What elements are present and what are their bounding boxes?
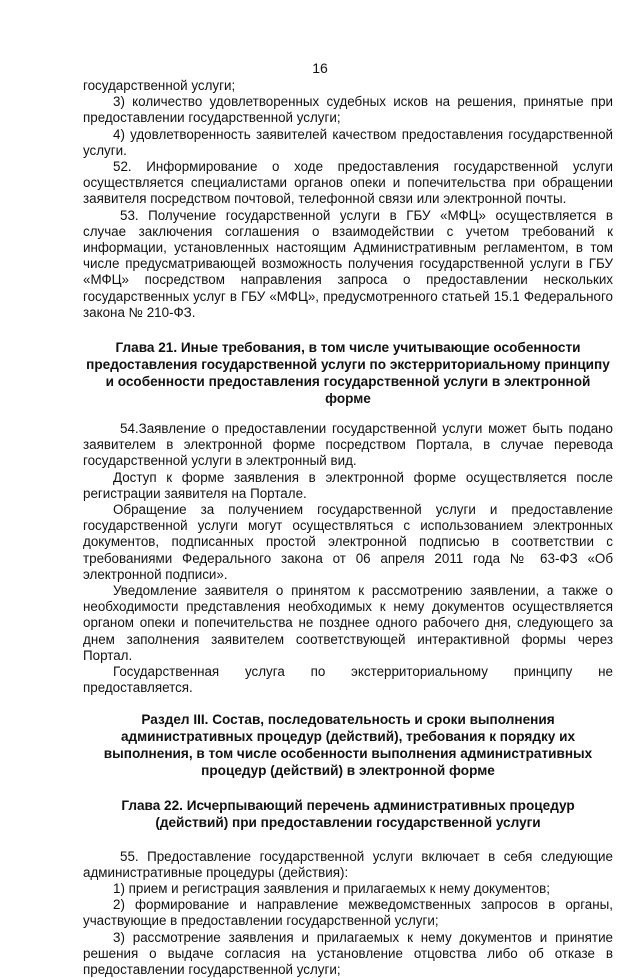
paragraph: 1) прием и регистрация заявления и прилагаемых к нему документов; (113, 880, 550, 896)
spacer (83, 321, 613, 339)
paragraph: Уведомление заявителя о принятом к рассмотрению заявлении, а также о необходимости представления необходимых к нему документов осуществляется органом опеки и попечительства не позднее одного рабочего дня, следующего за днем заполнения заявителем соответствующей интерактивной формы через Портал. (83, 583, 613, 663)
paragraph: 3) количество удовлетворенных судебных исков на решения, принятые при предоставлении государственной услуги; (83, 94, 613, 126)
paragraph: 2) формирование и направление межведомственных запросов в органы, участвующие в предоставлении государственной услуги; (83, 897, 613, 929)
document-body (83, 78, 613, 978)
paragraph: Государственная услуга по экстерриториальному принципу не предоставляется. (83, 664, 613, 696)
paragraph: 55. Предоставление государственной услуги включает в себя следующие административные процедуры (действия): (83, 848, 613, 880)
spacer (83, 407, 613, 421)
spacer (83, 697, 613, 711)
paragraph: Обращение за получением государственной услуги и предоставление государственной услуги могут осуществляться с использованием электронных документов, подписанных простой электронной подписью в соответствии с требованиями Федерального закона от 06 апреля 2011 года № 63-ФЗ «Об электронной подписи». (83, 502, 613, 582)
spacer (83, 831, 613, 849)
spacer (83, 779, 613, 797)
paragraph: Доступ к форме заявления в электронной форме осуществляется после регистрации заявителя на Портале. (83, 469, 613, 501)
paragraph: государственной услуги; (83, 78, 236, 93)
section-heading: Глава 21. Иные требования, в том числе учитывающие особенности предоставления государственной услуги по экстерриториальному принципу и особенности предоставления государственной услуги в электронной форме (86, 340, 610, 407)
paragraph: 3) рассмотрение заявления и прилагаемых к нему документов и принятие решения о выдаче согласия на установление отцовства либо об отказе в предоставлении государственной услуги; (83, 929, 613, 977)
page-number: 16 (312, 60, 328, 76)
paragraph: 4) удовлетворенность заявителей качеством предоставления государственной услуги. (83, 126, 613, 158)
section-heading: Раздел III. Состав, последовательность и сроки выполнения административных процедур (действий), требования к порядку их выполнения, в том числе особенности выполнения административных процедур (действий) в электронной форме (103, 711, 593, 778)
paragraph: 52. Информирование о ходе предоставления государственной услуги осуществляется специалистами органов опеки и попечительства при обращении заявителя посредством почтовой, телефонной связи или электронной почты. (83, 159, 613, 207)
paragraph: 53. Получение государственной услуги в ГБУ «МФЦ» осуществляется в случае заключения соглашения о взаимодействии с учетом требований к информации, установленных настоящим Административным регламентом, в том числе предусматривающей возможность получения государственной услуги в ГБУ «МФЦ» посредством направления запроса о предоставлении нескольких государственных услуг в ГБУ «МФЦ», предусмотренного статьей 15.1 Федерального закона № 210-ФЗ. (83, 207, 613, 320)
paragraph: 54.Заявление о предоставлении государственной услуги может быть подано заявителем в электронной форме посредством Портала, в случае перевода государственной услуги в электронный вид. (83, 421, 613, 469)
section-heading: Глава 22. Исчерпывающий перечень административных процедур (действий) при предоставлении государственной услуги (121, 797, 575, 830)
